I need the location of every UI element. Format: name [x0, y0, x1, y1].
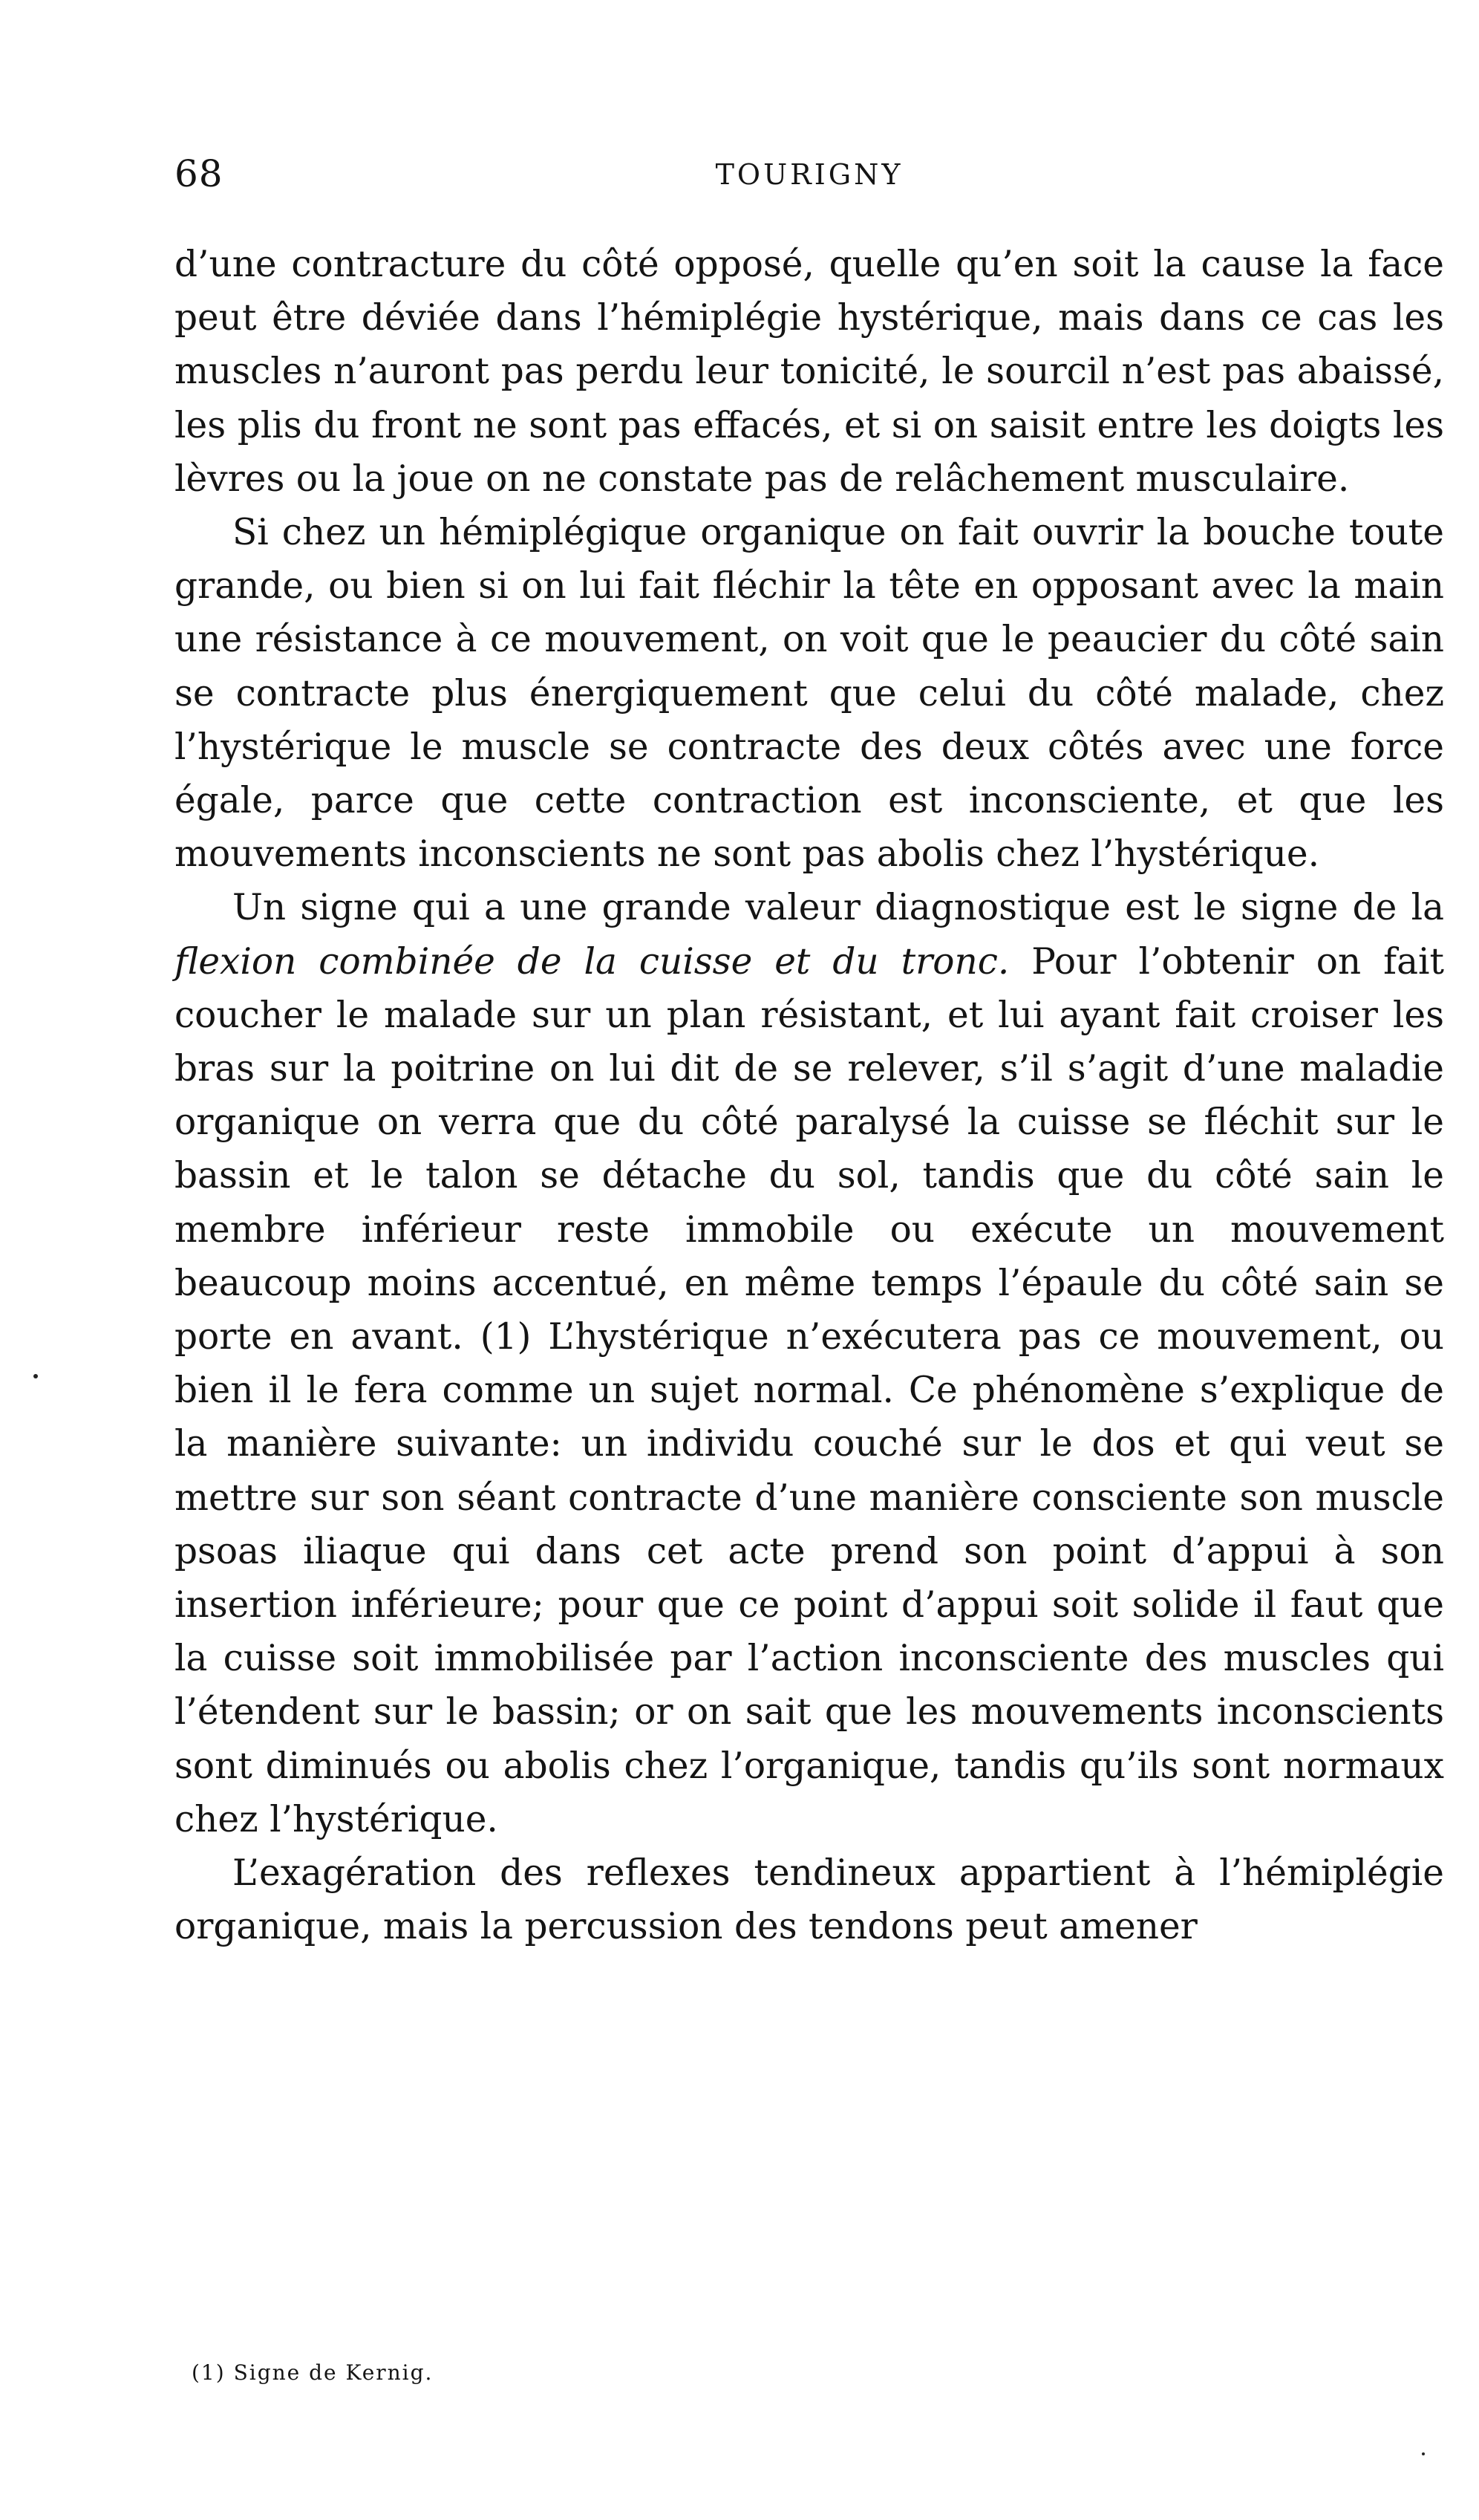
page-number: 68 — [174, 152, 223, 195]
sign-name-emphasis: flexion combinée de la cuisse et du tronc. — [174, 940, 1010, 983]
paragraph-2: Si chez un hémiplégique organique on fait ouvrir la bouche toute grande, ou bien si on lui fait fléchir la tête en opposant avec la main une résistance à ce mouvement, on voit que le peaucier du côté sain se contracte plus énergiquement que celui du côté malade, chez l’hystérique le muscle se contracte des deux côtés avec une force égale, parce que cette contraction est inconsciente, et que les mouvements inconscients ne sont pas abolis chez l’hystérique. — [174, 512, 1444, 876]
scan-speck — [1422, 2452, 1425, 2455]
body-text — [174, 238, 1444, 1954]
paragraph-4: L’exagération des reflexes tendineux appartient à l’hémiplégie organique, mais la percussion des tendons peut amener — [174, 1852, 1444, 1948]
footnote: (1) Signe de Kernig. — [192, 2360, 434, 2385]
paragraph-3 — [174, 881, 1444, 1846]
paragraph-3-rest: Pour l’obtenir on fait coucher le malade sur un plan résistant, et lui ayant fait croiser les bras sur la poitrine on lui dit de se relever, s’il s’agit d’une maladie organique on verra que du côté paralysé la cuisse se fléchit sur le bassin et le talon se détache du sol, tandis que du côté sain le membre inférieur reste immobile ou exécute un mouvement beaucoup moins accentué, en même temps l’épaule du côté sain se porte en avant. (1) L’hystérique n’exécutera pas ce mouvement, ou bien il le fera comme un sujet normal. Ce phénomène s’explique de la manière suivante: un individu couché sur le dos et qui veut se mettre sur son séant contracte d’une manière consciente son muscle psoas iliaque qui dans cet acte prend son point d’appui à son insertion inférieure; pour que ce point d’appui soit solide il faut que la cuisse soit immobilisée par l’action inconsciente des muscles qui l’étendent sur le bassin; or on sait que les mouvements inconscients sont diminués ou abolis chez l’organique, tandis qu’ils sont normaux chez l’hystérique. — [174, 940, 1444, 1840]
page-header — [174, 152, 1444, 204]
paragraph-1: d’une contracture du côté opposé, quelle qu’en soit la cause la face peut être déviée dans l’hémiplégie hystérique, mais dans ce cas les muscles n’auront pas perdu leur tonicité, le sourcil n’est pas abaissé, les plis du front ne sont pas effacés, et si on saisit entre les doigts les lèvres ou la joue on ne constate pas de relâchement musculaire. — [174, 244, 1444, 500]
scan-speck — [33, 1374, 38, 1378]
running-title: TOURIGNY — [715, 158, 904, 191]
paragraph-3-lead: Un signe qui a une grande valeur diagnostique est le signe de la — [232, 887, 1444, 929]
